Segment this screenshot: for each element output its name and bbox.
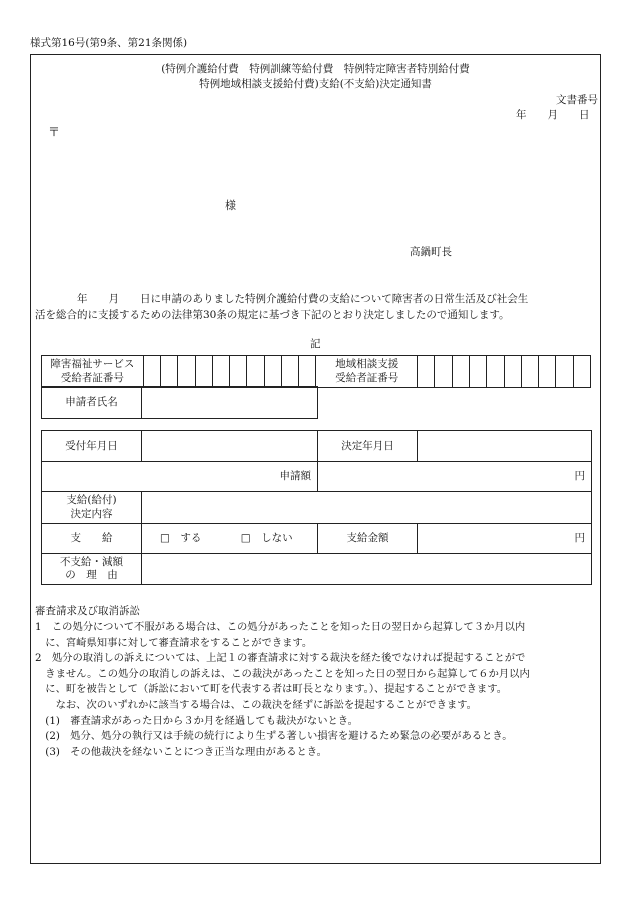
decision-date-field[interactable] <box>418 431 592 462</box>
notice-line: (1) 審査請求があった日から３か月を経過しても裁決がないとき。 <box>35 714 358 727</box>
issuer-name: 高鍋町長 <box>410 246 452 258</box>
applicant-name-label: 申請者氏名 <box>42 387 142 419</box>
payment-amount-label: 支給金額 <box>318 524 418 554</box>
application-amount-label: 申請額 <box>42 462 318 492</box>
welfare-cert-digit-cell[interactable] <box>247 356 264 388</box>
consult-support-cert-label: 地域相談支援 受給者証番号 <box>316 356 418 388</box>
date-label: 年 月 日 <box>516 109 590 121</box>
welfare-cert-digit-cell[interactable] <box>212 356 229 388</box>
notice-line: に、町を被告として（訴訟において町を代表する者は町長となります。）、提起することができます。 <box>35 683 508 696</box>
ki-heading: 記 <box>310 338 321 350</box>
application-amount-field[interactable]: 円 <box>318 462 592 492</box>
welfare-cert-digit-cell[interactable] <box>299 356 316 388</box>
payment-label: 支 給 <box>42 524 142 554</box>
consult-cert-digit-cell[interactable] <box>435 356 452 388</box>
form-number: 様式第16号(第9条、第21条関係) <box>30 37 188 49</box>
consult-cert-digit-cell[interactable] <box>452 356 469 388</box>
received-date-field[interactable] <box>142 431 318 462</box>
notice-line: 2 処分の取消しの訴えについては、上記１の審査請求に対する裁決を経た後でなければ提起することがで <box>35 652 526 665</box>
welfare-cert-digit-cell[interactable] <box>195 356 212 388</box>
reason-field[interactable] <box>142 554 592 585</box>
certificate-table <box>41 355 591 388</box>
payment-options <box>142 524 318 554</box>
option-yes-checkbox[interactable]: □ する <box>160 532 202 545</box>
notice-line: (2) 処分、処分の執行又は手続の続行により生ずる著しい損害を避けるため緊急の必要があるとき。 <box>35 730 513 743</box>
decision-date-label: 決定年月日 <box>318 431 418 462</box>
consult-cert-digit-cell[interactable] <box>573 356 590 388</box>
decision-table <box>41 430 592 585</box>
consult-cert-digit-cell[interactable] <box>539 356 556 388</box>
notice-line: きません。この処分の取消しの訴えは、この裁決があったことを知った日の翌日から起算して６か月以内 <box>35 667 530 680</box>
honorific-sama: 様 <box>225 199 236 212</box>
welfare-cert-digit-cell[interactable] <box>178 356 195 388</box>
consult-cert-digit-cell[interactable] <box>469 356 486 388</box>
document-title-line1: (特例介護給付費 特例訓練等給付費 特例特定障害者特別給付費 <box>161 63 470 75</box>
document-number-label: 文書番号 <box>556 94 598 106</box>
welfare-cert-digit-cell[interactable] <box>143 356 160 388</box>
welfare-cert-digit-cell[interactable] <box>160 356 177 388</box>
welfare-service-cert-label: 障害福祉サービス 受給者証番号 <box>42 356 144 388</box>
option-no-checkbox[interactable]: □ しない <box>240 532 293 545</box>
payment-amount-field[interactable]: 円 <box>418 524 592 554</box>
reason-label: 不支給・減額 の 理 由 <box>42 554 142 585</box>
document-title-line2: 特例地域相談支援給付費)支給(不支給)決定通知書 <box>199 78 432 90</box>
applicant-name-field[interactable] <box>142 387 318 419</box>
consult-cert-digit-cell[interactable] <box>556 356 573 388</box>
decision-content-field[interactable] <box>142 492 592 524</box>
received-date-label: 受付年月日 <box>42 431 142 462</box>
postal-mark: 〒 <box>48 125 61 139</box>
appeal-notice <box>35 620 530 760</box>
body-text-line1: 年 月 日に申請のありました特例介護給付費の支給について障害者の日常生活及び社会生 <box>35 293 529 305</box>
notice-line: 1 この処分について不服がある場合は、この処分があったことを知った日の翌日から起算して３か月以内 <box>35 621 526 633</box>
body-text-line2: 活を総合的に支援するための法律第30条の規定に基づき下記のとおり決定しましたので通知します。 <box>35 309 510 321</box>
notice-line: に、宮崎県知事に対して審査請求をすることができます。 <box>35 636 313 649</box>
applicant-table <box>41 386 318 419</box>
consult-cert-digit-cell[interactable] <box>418 356 435 388</box>
consult-cert-digit-cell[interactable] <box>487 356 504 388</box>
welfare-cert-digit-cell[interactable] <box>264 356 281 388</box>
consult-cert-digit-cell[interactable] <box>521 356 538 388</box>
notice-line: (3) その他裁決を経ないことにつき正当な理由があるとき。 <box>35 745 327 758</box>
consult-cert-digit-cell[interactable] <box>504 356 521 388</box>
appeal-heading: 審査請求及び取消訴訟 <box>35 605 140 617</box>
welfare-cert-digit-cell[interactable] <box>281 356 298 388</box>
welfare-cert-digit-cell[interactable] <box>230 356 247 388</box>
notice-line: なお、次のいずれかに該当する場合は、この裁決を経ずに訴訟を提起することができます。 <box>35 698 477 711</box>
decision-content-label: 支給(給付) 決定内容 <box>42 492 142 524</box>
